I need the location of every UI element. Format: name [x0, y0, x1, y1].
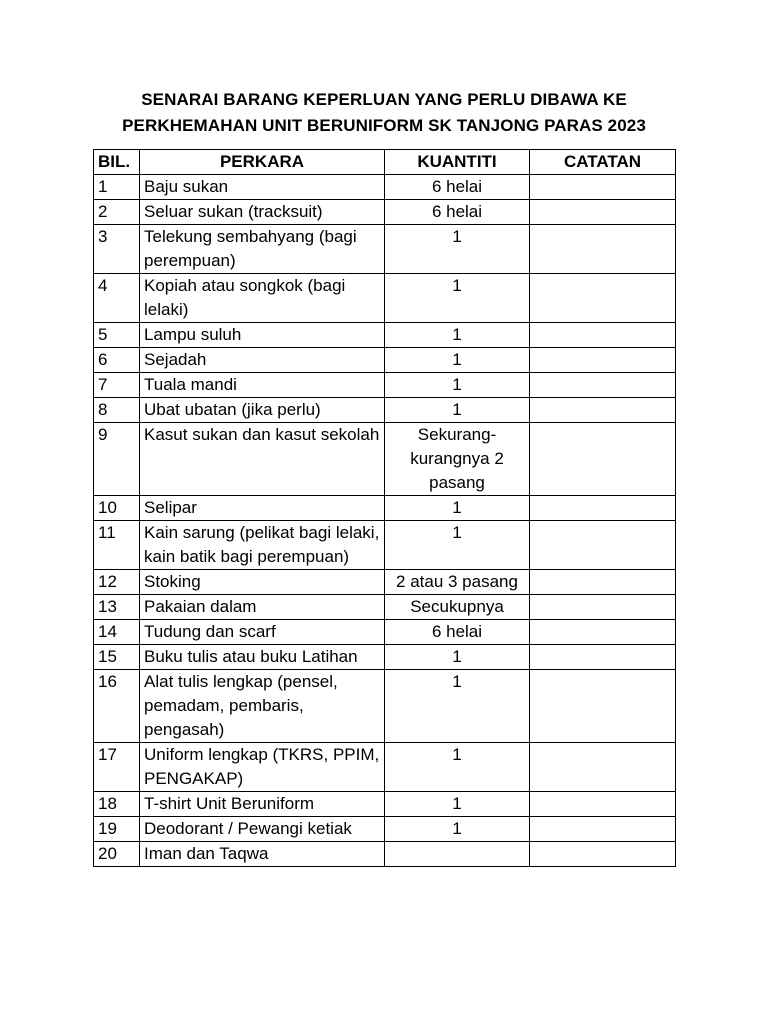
- item-cell: Telekung sembahyang (bagi perempuan): [140, 225, 385, 274]
- notes-cell: [530, 175, 676, 200]
- table-row: [94, 323, 676, 348]
- table-row: [94, 348, 676, 373]
- row-number-cell: 8: [94, 398, 140, 423]
- document-title-line-1: SENARAI BARANG KEPERLUAN YANG PERLU DIBAWA KE: [141, 90, 627, 109]
- row-number-cell: 2: [94, 200, 140, 225]
- row-number-cell: 4: [94, 274, 140, 323]
- quantity-cell: 1: [385, 225, 530, 274]
- row-number-cell: 18: [94, 792, 140, 817]
- item-cell: Pakaian dalam: [140, 595, 385, 620]
- item-cell: Deodorant / Pewangi ketiak: [140, 817, 385, 842]
- row-number-cell: 14: [94, 620, 140, 645]
- document-title-line-2: PERKHEMAHAN UNIT BERUNIFORM SK TANJONG PARAS 2023: [122, 116, 646, 135]
- quantity-cell: 1: [385, 743, 530, 792]
- item-cell: Kasut sukan dan kasut sekolah: [140, 423, 385, 496]
- row-number-cell: 3: [94, 225, 140, 274]
- row-number-cell: 11: [94, 521, 140, 570]
- row-number-cell: 19: [94, 817, 140, 842]
- notes-cell: [530, 200, 676, 225]
- row-number-cell: 10: [94, 496, 140, 521]
- notes-cell: [530, 225, 676, 274]
- row-number-cell: 9: [94, 423, 140, 496]
- table-row: [94, 645, 676, 670]
- notes-cell: [530, 842, 676, 867]
- table-row: [94, 225, 676, 274]
- quantity-cell: 1: [385, 521, 530, 570]
- item-cell: Tudung dan scarf: [140, 620, 385, 645]
- table-header-row: [94, 150, 676, 175]
- item-cell: Stoking: [140, 570, 385, 595]
- table-row: [94, 792, 676, 817]
- notes-cell: [530, 743, 676, 792]
- notes-cell: [530, 645, 676, 670]
- quantity-cell: Sekurang-kurangnya 2 pasang: [385, 423, 530, 496]
- item-cell: Baju sukan: [140, 175, 385, 200]
- table-row: [94, 570, 676, 595]
- notes-cell: [530, 817, 676, 842]
- notes-cell: [530, 348, 676, 373]
- item-cell: Alat tulis lengkap (pensel, pemadam, pembaris, pengasah): [140, 670, 385, 743]
- quantity-cell: 6 helai: [385, 175, 530, 200]
- item-cell: T-shirt Unit Beruniform: [140, 792, 385, 817]
- table-row: [94, 521, 676, 570]
- quantity-cell: Secukupnya: [385, 595, 530, 620]
- table-row: [94, 398, 676, 423]
- quantity-cell: 1: [385, 792, 530, 817]
- header-perkara: PERKARA: [140, 150, 385, 175]
- row-number-cell: 17: [94, 743, 140, 792]
- table-row: [94, 496, 676, 521]
- item-cell: Seluar sukan (tracksuit): [140, 200, 385, 225]
- notes-cell: [530, 521, 676, 570]
- notes-cell: [530, 398, 676, 423]
- item-cell: Buku tulis atau buku Latihan: [140, 645, 385, 670]
- table-row: [94, 842, 676, 867]
- table-row: [94, 620, 676, 645]
- item-cell: Tuala mandi: [140, 373, 385, 398]
- notes-cell: [530, 274, 676, 323]
- quantity-cell: 1: [385, 645, 530, 670]
- table-row: [94, 670, 676, 743]
- notes-cell: [530, 620, 676, 645]
- table-row: [94, 817, 676, 842]
- document-title: [0, 87, 768, 139]
- table-row: [94, 423, 676, 496]
- row-number-cell: 20: [94, 842, 140, 867]
- notes-cell: [530, 792, 676, 817]
- item-cell: Kain sarung (pelikat bagi lelaki, kain batik bagi perempuan): [140, 521, 385, 570]
- row-number-cell: 15: [94, 645, 140, 670]
- quantity-cell: 1: [385, 323, 530, 348]
- table-row: [94, 200, 676, 225]
- row-number-cell: 7: [94, 373, 140, 398]
- row-number-cell: 12: [94, 570, 140, 595]
- item-cell: Sejadah: [140, 348, 385, 373]
- item-cell: Uniform lengkap (TKRS, PPIM, PENGAKAP): [140, 743, 385, 792]
- header-kuantiti: KUANTITI: [385, 150, 530, 175]
- quantity-cell: 6 helai: [385, 200, 530, 225]
- item-cell: Ubat ubatan (jika perlu): [140, 398, 385, 423]
- notes-cell: [530, 570, 676, 595]
- notes-cell: [530, 373, 676, 398]
- table-row: [94, 595, 676, 620]
- row-number-cell: 16: [94, 670, 140, 743]
- notes-cell: [530, 423, 676, 496]
- quantity-cell: 1: [385, 496, 530, 521]
- quantity-cell: 1: [385, 373, 530, 398]
- row-number-cell: 6: [94, 348, 140, 373]
- item-cell: Iman dan Taqwa: [140, 842, 385, 867]
- row-number-cell: 13: [94, 595, 140, 620]
- item-list-table: [93, 149, 676, 867]
- quantity-cell: 2 atau 3 pasang: [385, 570, 530, 595]
- notes-cell: [530, 496, 676, 521]
- table-row: [94, 373, 676, 398]
- table-row: [94, 274, 676, 323]
- table-row: [94, 175, 676, 200]
- notes-cell: [530, 670, 676, 743]
- table-row: [94, 743, 676, 792]
- quantity-cell: 1: [385, 348, 530, 373]
- header-catatan: CATATAN: [530, 150, 676, 175]
- quantity-cell: 1: [385, 398, 530, 423]
- quantity-cell: 6 helai: [385, 620, 530, 645]
- quantity-cell: 1: [385, 817, 530, 842]
- row-number-cell: 5: [94, 323, 140, 348]
- quantity-cell: 1: [385, 274, 530, 323]
- item-cell: Lampu suluh: [140, 323, 385, 348]
- table-body: [94, 175, 676, 867]
- quantity-cell: 1: [385, 670, 530, 743]
- item-cell: Selipar: [140, 496, 385, 521]
- notes-cell: [530, 323, 676, 348]
- notes-cell: [530, 595, 676, 620]
- row-number-cell: 1: [94, 175, 140, 200]
- quantity-cell: [385, 842, 530, 867]
- item-cell: Kopiah atau songkok (bagi lelaki): [140, 274, 385, 323]
- header-bil: BIL.: [94, 150, 140, 175]
